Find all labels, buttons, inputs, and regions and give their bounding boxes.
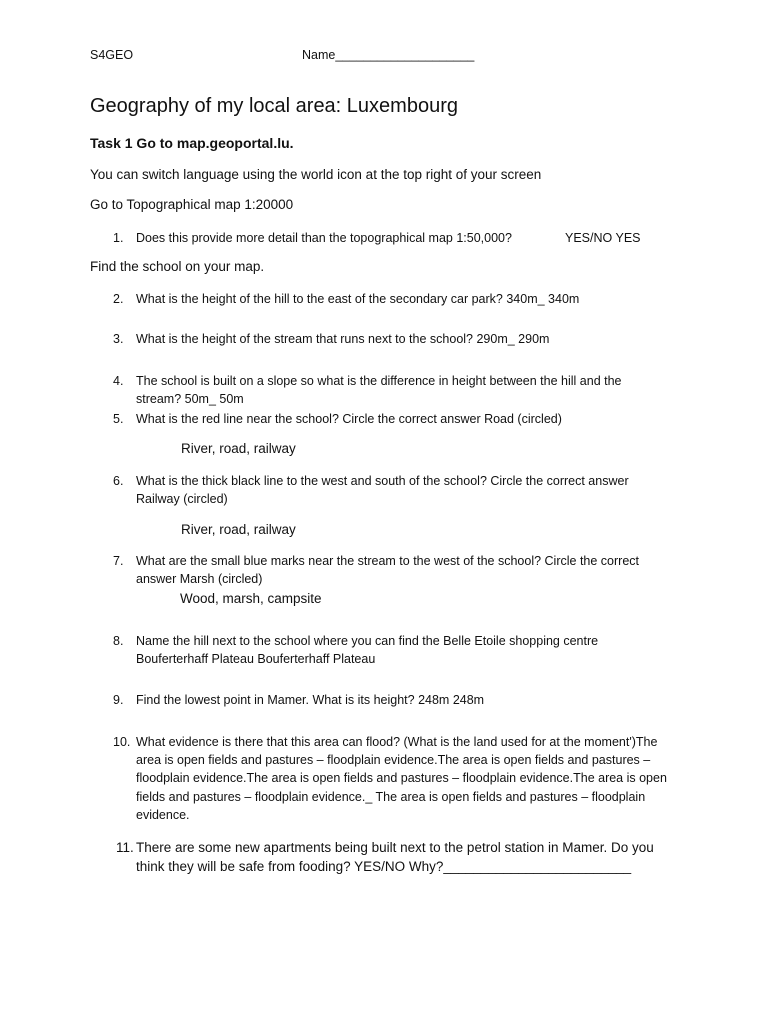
question-text: There are some new apartments being built next to the petrol station in Mamer. Do you think they will be safe from fooding? YES/NO Why?_________________________ [136,840,654,874]
question-2 [113,290,673,310]
question-number: 8. [113,634,124,648]
question-number: 2. [113,292,124,306]
question-text: Find the lowest point in Mamer. What is its height? 248m 248m [136,693,485,707]
answer-options: River, road, railway [181,522,296,537]
question-text: The school is built on a slope so what is the difference in height between the hill and the stream? 50m_ 50m [136,374,622,407]
question-text: What is the height of the stream that runs next to the school? 290m_ 290m [136,332,550,346]
question-9 [113,691,673,711]
question-number: 4. [113,374,124,388]
question-number: 3. [113,332,124,346]
question-6 [113,472,673,510]
question-number: 10. [113,735,131,749]
find-school-instruction: Find the school on your map. [90,259,265,274]
question-text: Does this provide more detail than the topographical map 1:50,000? [136,231,512,245]
question-number: 11. [116,840,134,855]
question-number: 7. [113,554,124,568]
question-8 [113,632,673,670]
intro-line-1: You can switch language using the world icon at the top right of your screen [90,167,542,182]
question-text: What are the small blue marks near the stream to the west of the school? Circle the correct answer Marsh (circled) [136,554,639,587]
question-text: What is the thick black line to the west and south of the school? Circle the correct answer Railway (circled) [136,474,629,507]
intro-line-2: Go to Topographical map 1:20000 [90,197,294,212]
question-number: 9. [113,693,124,707]
name-field: Name____________________ [302,48,475,62]
page-title: Geography of my local area: Luxembourg [90,95,458,117]
question-number: 5. [113,412,124,426]
task-heading: Task 1 Go to map.geoportal.lu. [90,135,294,151]
course-code: S4GEO [90,48,134,62]
question-answer: YES/NO YES [565,231,641,245]
question-1 [113,229,673,249]
question-11 [113,838,673,878]
question-4 [113,372,673,410]
question-5 [113,410,673,430]
question-text: What is the red line near the school? Circle the correct answer Road (circled) [136,412,562,426]
question-text: What evidence is there that this area can flood? (What is the land used for at the moment')The area is open fields and pastures – floodplain evidence.The area is open fields and pastures – floodplain evidence.The area is open fields and pastures – floodplain evidence.The area is open fields and pastures – floodplain evidence._ The area is open fields and pastures – floodplain evidence. [136,735,667,822]
answer-options: River, road, railway [181,441,296,456]
question-number: 6. [113,474,124,488]
answer-options: Wood, marsh, campsite [180,591,322,606]
question-10 [113,733,673,825]
question-text: What is the height of the hill to the east of the secondary car park? 340m_ 340m [136,292,580,306]
question-number: 1. [113,231,124,245]
question-3 [113,330,673,350]
question-7 [113,552,673,590]
question-text: Name the hill next to the school where you can find the Belle Etoile shopping centre Bouferterhaff Plateau Bouferterhaff Plateau [136,634,599,667]
